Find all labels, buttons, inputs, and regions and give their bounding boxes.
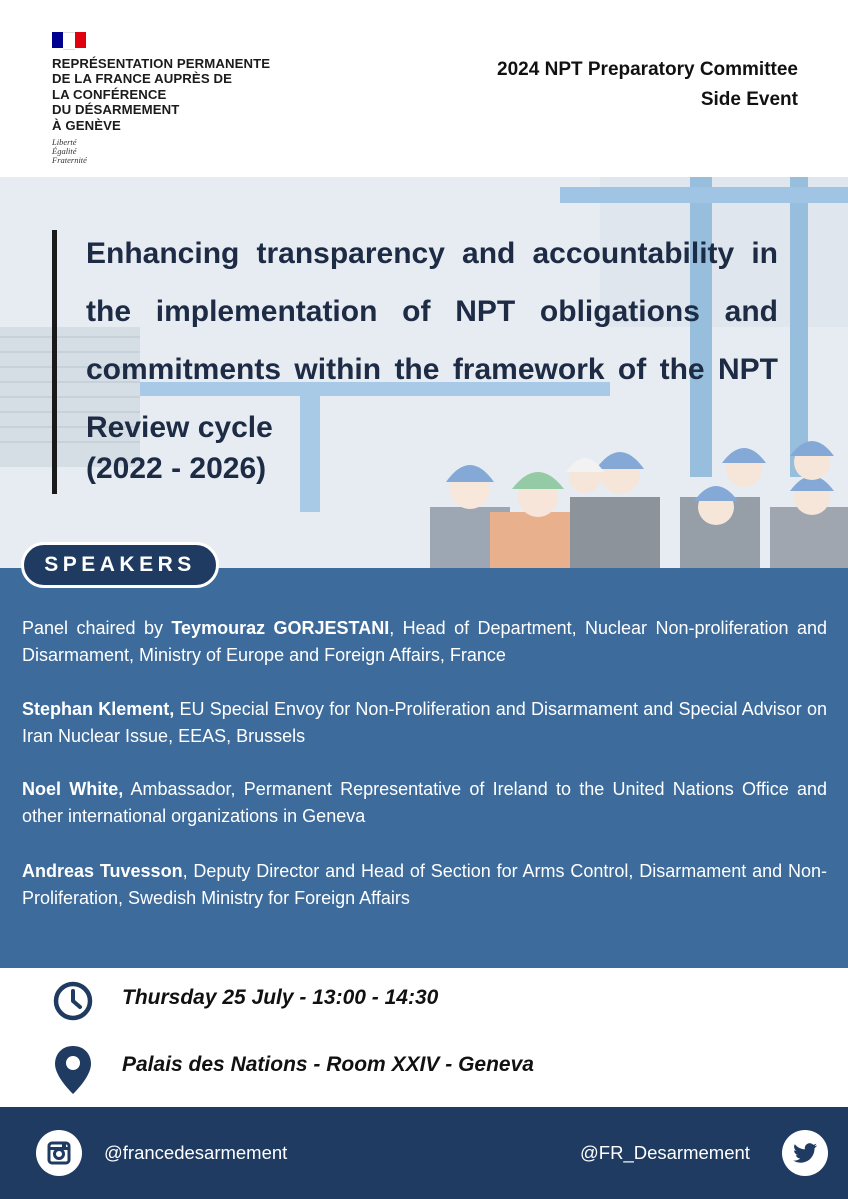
twitter-handle[interactable]: @FR_Desarmement <box>580 1142 750 1163</box>
motto <box>52 138 292 165</box>
french-flag-icon <box>52 32 86 48</box>
twitter-icon[interactable] <box>782 1130 828 1176</box>
event-type: Side Event <box>700 89 798 110</box>
instagram-handle[interactable]: @francedesarmement <box>104 1142 288 1163</box>
speaker-name: Stephan Klement, <box>22 699 175 719</box>
date-time: Thursday 25 July - 13:00 - 14:30 <box>122 986 439 1009</box>
event-title: Enhancing transparency and accountability in the implementation of NPT obligations and commitments within the framework of the NPT Review cycle <box>86 237 778 444</box>
event-name: 2024 NPT Preparatory Committee <box>497 59 798 80</box>
title-accent-bar <box>52 230 57 494</box>
speaker-entry-3 <box>22 776 827 830</box>
republic-logo <box>52 32 292 165</box>
org-line-3: LA CONFÉRENCE <box>52 86 167 102</box>
speaker-entry-2 <box>22 696 827 750</box>
speakers-heading: SPEAKERS <box>21 542 219 588</box>
speaker-name: Noel White, <box>22 779 124 799</box>
org-line-4: DU DÉSARMEMENT <box>52 102 180 118</box>
background-photo <box>0 177 848 568</box>
motto-egalite: Égalité <box>52 146 77 157</box>
speaker-role: , Head of Department, Nuclear Non-proliferation and Disarmament, Ministry of Europe and Foreign Affairs, France <box>22 618 828 665</box>
location-pin-icon <box>52 1044 94 1096</box>
clock-icon <box>52 980 94 1022</box>
event-info <box>497 55 798 115</box>
speaker-entry-4 <box>22 858 827 912</box>
org-line-1: REPRÉSENTATION PERMANENTE <box>52 56 271 71</box>
location: Palais des Nations - Room XXIV - Geneva <box>122 1053 534 1076</box>
speaker-entry-1 <box>22 615 827 669</box>
speaker-role: Ambassador, Permanent Representative of Ireland to the United Nations Office and other international organizations in Geneva <box>22 779 827 826</box>
org-line-2: DE LA FRANCE AUPRÈS DE <box>52 71 232 87</box>
header <box>0 0 848 177</box>
instagram-icon[interactable] <box>36 1130 82 1176</box>
motto-liberte: Liberté <box>52 137 77 148</box>
event-title-years: (2022 - 2026) <box>86 452 267 485</box>
speaker-role: , Deputy Director and Head of Section for Arms Control, Disarmament and Non-Proliferation, Swedish Ministry for Foreign Affairs <box>22 861 827 908</box>
speaker-name: Andreas Tuvesson <box>22 861 183 881</box>
speaker-name: Teymouraz GORJESTANI <box>171 618 390 638</box>
speaker-prefix: Panel chaired by <box>22 618 172 638</box>
motto-fraternite: Fraternité <box>52 155 87 166</box>
speaker-role: EU Special Envoy for Non-Proliferation and Disarmament and Special Advisor on Iran Nuclear Issue, EEAS, Brussels <box>22 699 827 746</box>
org-line-5: À GENÈVE <box>52 117 121 133</box>
